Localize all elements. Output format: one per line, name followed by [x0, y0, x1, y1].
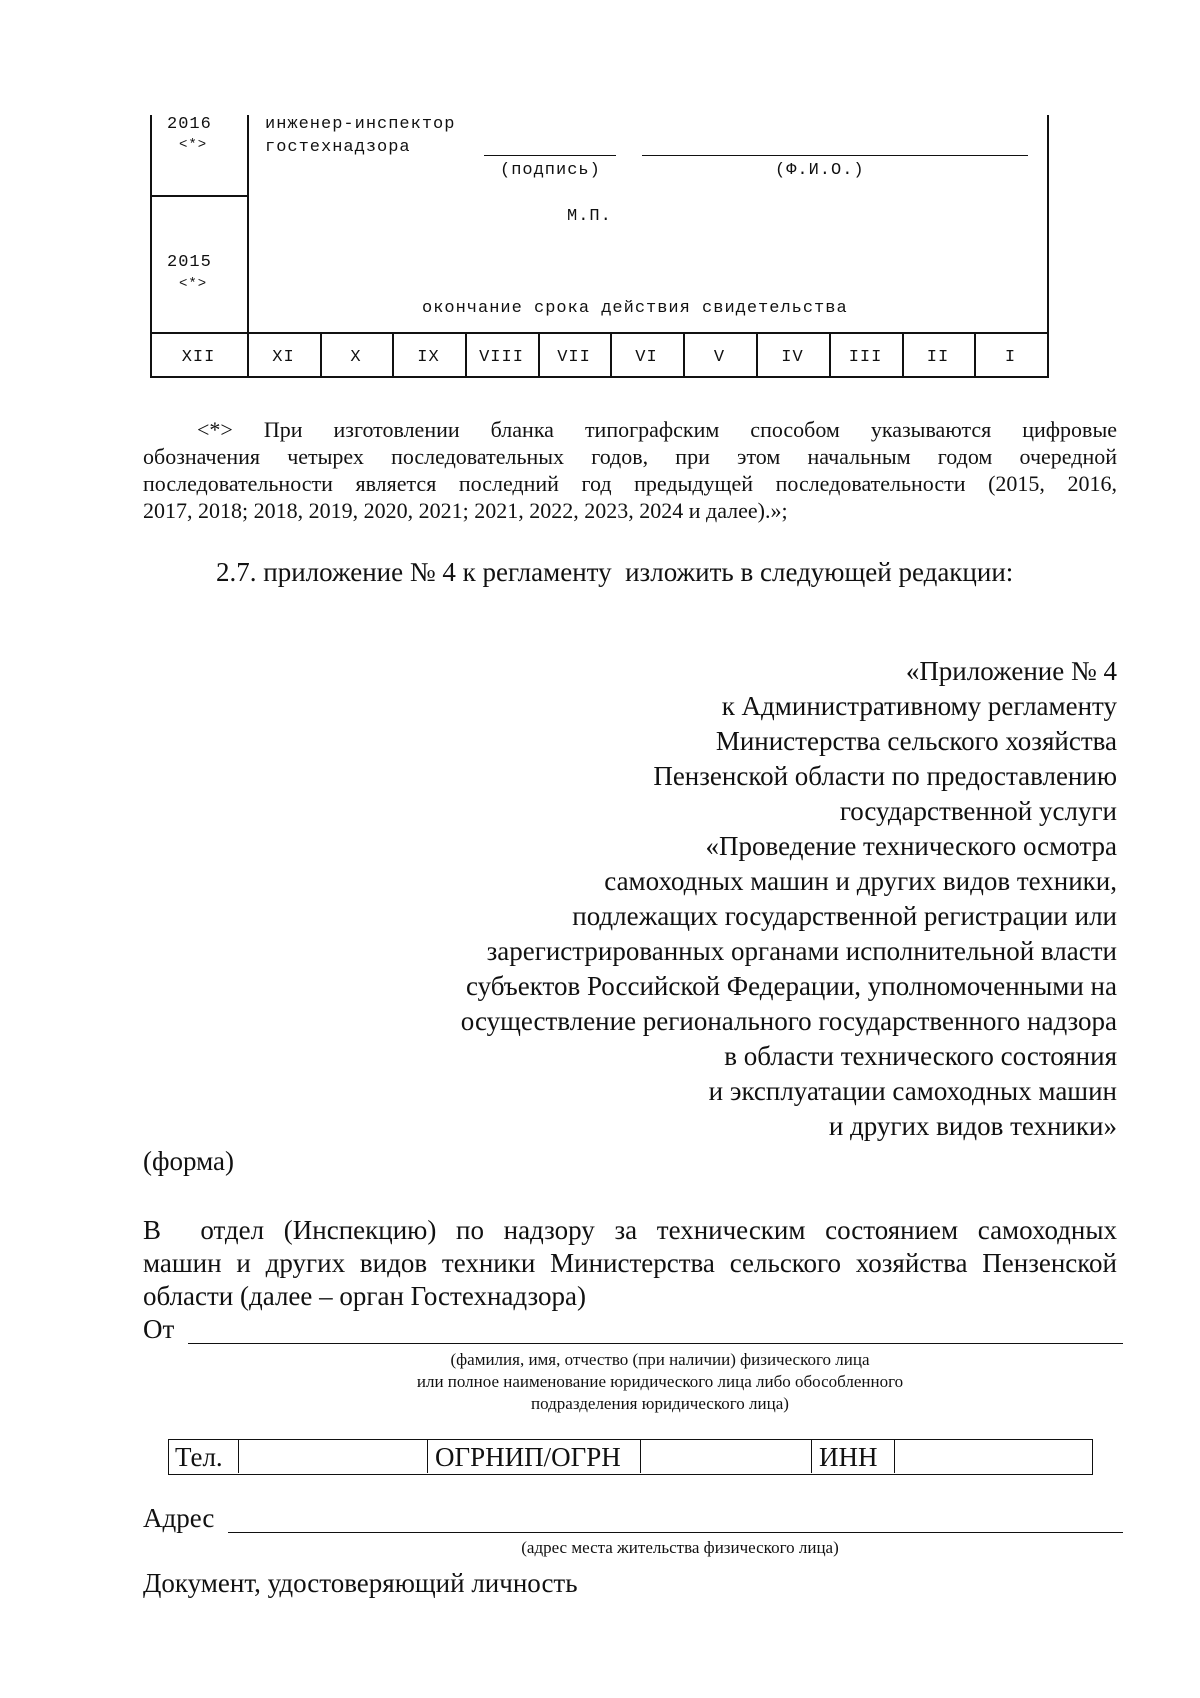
address-label: Адрес — [143, 1503, 215, 1533]
appendix-line: субъектов Российской Федерации, уполномоченными на — [465, 971, 1117, 1001]
phone-label: Тел. — [175, 1442, 223, 1472]
identity-document-label: Документ, удостоверяющий личность — [143, 1568, 578, 1598]
month-label: X — [350, 348, 362, 367]
month-label: VIII — [479, 348, 524, 367]
addressee-line: машин и других видов техники Министерства сельского хозяйства Пензенской — [143, 1248, 1117, 1278]
from-input-line[interactable] — [188, 1343, 1123, 1344]
addressee-block — [143, 1214, 1117, 1313]
footnote-line: <*> При изготовлении бланка типографским способом указываются цифровые — [197, 417, 1117, 442]
month-label: VII — [557, 348, 591, 367]
appendix-line: в области технического состояния — [724, 1041, 1117, 1071]
appendix-line: осуществление регионального государственного надзора — [460, 1006, 1117, 1036]
from-caption-line: подразделения юридического лица) — [531, 1394, 789, 1413]
month-label: II — [926, 348, 950, 367]
clause-text: 2.7. приложение № 4 к регламенту изложить в следующей редакции: — [216, 557, 1014, 587]
footnote-line: последовательности является последний год предыдущей последовательности (2015, 2016, — [143, 471, 1117, 496]
footnote-line: обозначения четырех последовательных годов, при этом начальным годом очередной — [143, 444, 1117, 469]
stamp-label: М.П. — [567, 207, 612, 226]
appendix-line: государственной услуги — [839, 796, 1117, 826]
ogrn-label: ОГРНИП/ОГРН — [435, 1442, 621, 1472]
contact-divider — [811, 1440, 812, 1473]
signature-line — [484, 155, 616, 156]
month-label: VI — [635, 348, 658, 367]
appendix-line: «Приложение № 4 — [905, 656, 1117, 686]
form-label: (форма) — [143, 1146, 234, 1176]
inspector-title: инженер-инспектор — [265, 115, 456, 134]
address-caption: (адрес места жительства физического лица) — [521, 1538, 839, 1557]
inn-label: ИНН — [819, 1442, 878, 1472]
certificate-validity-table — [150, 115, 1049, 378]
contact-divider — [427, 1440, 428, 1473]
month-label: V — [713, 348, 726, 367]
footnote-mark: <*> — [179, 137, 208, 153]
address-input-line[interactable] — [228, 1532, 1123, 1533]
month-label: XI — [272, 348, 295, 367]
appendix-line: самоходных машин и других видов техники, — [604, 866, 1117, 896]
table-border-right — [1047, 115, 1049, 378]
appendix-line: Пензенской области по предоставлению — [653, 761, 1117, 791]
phone-field[interactable] — [239, 1440, 427, 1473]
inn-field[interactable] — [895, 1440, 1091, 1473]
appendix-line: «Проведение технического осмотра — [705, 831, 1117, 861]
appendix-line: подлежащих государственной регистрации или — [572, 901, 1117, 931]
from-caption — [250, 1349, 1070, 1415]
footnote — [143, 416, 1117, 524]
inspector-title-2: гостехнадзора — [265, 138, 411, 157]
from-caption-line: или полное наименование юридического лица либо обособленного — [416, 1372, 904, 1391]
from-caption-line: (фамилия, имя, отчество (при наличии) физического лица — [450, 1350, 870, 1369]
table-month-row-top — [150, 332, 1049, 334]
footnote-mark: <*> — [179, 276, 208, 292]
appendix-header — [300, 654, 1117, 1144]
expiry-caption: окончание срока действия свидетельства — [422, 299, 848, 318]
appendix-line: и эксплуатации самоходных машин — [708, 1076, 1117, 1106]
fio-line — [642, 155, 1028, 156]
month-label: IV — [781, 348, 804, 367]
month-label: III — [848, 348, 883, 367]
addressee-line: В отдел (Инспекцию) по надзору за техническим состоянием самоходных — [143, 1215, 1117, 1245]
year-2016: 2016 — [167, 115, 212, 134]
from-label: От — [143, 1314, 175, 1344]
signature-caption: (подпись) — [500, 161, 601, 180]
appendix-line: и других видов техники» — [828, 1111, 1117, 1141]
footnote-line: 2017, 2018; 2018, 2019, 2020, 2021; 2021, 2022, 2023, 2024 и далее).»; — [143, 498, 788, 523]
table-year-separator — [150, 195, 247, 197]
month-label: I — [1004, 348, 1017, 367]
addressee-line: области (далее – орган Гостехнадзора) — [143, 1281, 586, 1311]
fio-caption: (Ф.И.О.) — [775, 161, 865, 180]
ogrn-field[interactable] — [641, 1440, 811, 1473]
month-label: XII — [181, 348, 216, 367]
appendix-line: к Административному регламенту — [721, 691, 1117, 721]
contact-table — [168, 1439, 1093, 1475]
month-label: IX — [417, 348, 440, 367]
appendix-line: зарегистрированных органами исполнительной власти — [486, 936, 1117, 966]
year-2015: 2015 — [167, 253, 212, 272]
appendix-line: Министерства сельского хозяйства — [715, 726, 1117, 756]
